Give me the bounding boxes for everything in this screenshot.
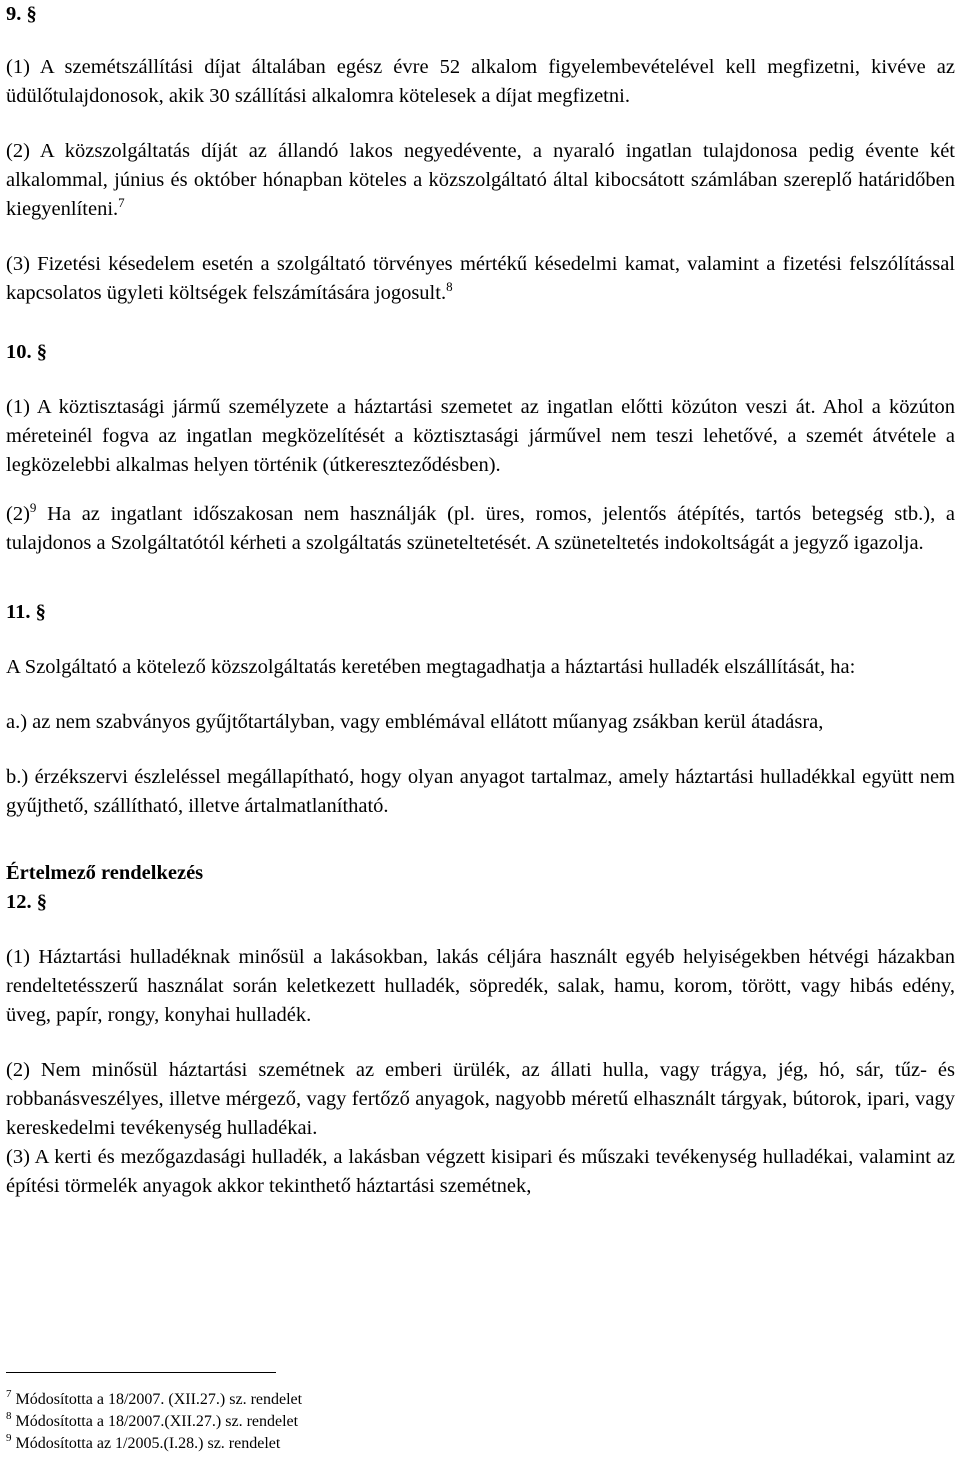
section-12-paragraph-3: (3) A kerti és mezőgazdasági hulladék, a lakásban végzett kisipari és műszaki tevékenység hulladékai, valamint az építési törmelék anyagok akkor tekinthető háztartási szemétnek, bbox=[6, 1146, 955, 1197]
section-9-paragraph-3-text: (3) Fizetési késedelem esetén a szolgáltató törvényes mértékű késedelmi kamat, valamint a fizetési felszólítással kapcsolatos ügyleti költségek felszámítására jogosult. bbox=[6, 253, 955, 304]
section-10-paragraph-2-prefix: (2) bbox=[6, 503, 30, 525]
footnote-number: 9 bbox=[6, 1432, 12, 1444]
section-12-title: Értelmező rendelkezés bbox=[6, 862, 204, 884]
footnote-ref-7[interactable]: 7 bbox=[118, 195, 125, 210]
section-10-paragraph-2-text: Ha az ingatlant időszakosan nem használják (pl. üres, romos, jelentős átépítés, tartós betegség stb.), a tulajdonos a Szolgáltatótól kérheti a szolgáltatás szüneteltetését. A szüneteltetés indokoltságát a jegyző igazolja. bbox=[6, 503, 955, 554]
section-11-heading: 11. § bbox=[6, 601, 46, 623]
section-10-paragraph-2 bbox=[6, 500, 955, 558]
section-11-paragraph-1: A Szolgáltató a kötelező közszolgáltatás keretében megtagadhatja a háztartási hulladék elszállítását, ha: bbox=[6, 656, 856, 678]
section-11-item-b: b.) érzékszervi észleléssel megállapítható, hogy olyan anyagot tartalmaz, amely háztartási hulladékkal együtt nem gyűjthető, szállítható, illetve ártalmatlanítható. bbox=[6, 766, 955, 817]
footnote-text: Módosította az 1/2005.(I.28.) sz. rendelet bbox=[11, 1435, 281, 1452]
footnote-ref-8[interactable]: 8 bbox=[446, 279, 453, 294]
footnotes bbox=[6, 1372, 955, 1455]
footnote-text: Módosította a 18/2007.(XII.27.) sz. rendelet bbox=[11, 1413, 299, 1430]
footnote-number: 8 bbox=[6, 1410, 12, 1422]
footnote-ref-9[interactable]: 9 bbox=[29, 500, 37, 515]
footnote-number: 7 bbox=[6, 1388, 12, 1400]
section-12-heading: 12. § bbox=[6, 891, 47, 913]
section-9-paragraph-2-text: (2) A közszolgáltatás díját az állandó lakos negyedévente, a nyaraló ingatlan tulajdonosa pedig évente két alkalommal, június és október hónapban köteles a közszolgáltató által kibocsátott számlában szereplő határidőben kiegyenlíteni. bbox=[6, 140, 955, 220]
footnote-divider bbox=[6, 1372, 276, 1373]
section-11-item-a: a.) az nem szabványos gyűjtőtartályban, vagy emblémával ellátott műanyag zsákban kerül átadásra, bbox=[6, 711, 824, 733]
section-12-paragraph-2: (2) Nem minősül háztartási szemétnek az emberi ürülék, az állati hulla, vagy trágya, jég, hó, sár, tűz- és robbanásveszélyes, illetve mérgező, vagy fertőző anyagok, nagyobb méretű elhasznált tárgyak, bútorok, ipari, vagy kereskedelmi tevékenység hulladékai. bbox=[6, 1059, 955, 1139]
section-12-paragraph-1: (1) Háztartási hulladéknak minősül a lakásokban, lakás céljára használt egyéb helyiségekben hétvégi házakban rendeltetésszerű használat során keletkezett hulladék, söpredék, salak, hamu, korom, törött, vagy hibás edény, üveg, papír, rongy, konyhai hulladék. bbox=[6, 946, 955, 1026]
section-9-paragraph-2 bbox=[6, 137, 955, 224]
footnote-text: Módosította a 18/2007. (XII.27.) sz. rendelet bbox=[11, 1391, 303, 1408]
section-9-paragraph-3 bbox=[6, 250, 955, 308]
section-9-heading: 9. § bbox=[6, 3, 37, 25]
document-page bbox=[6, 0, 955, 1201]
footnote-7 bbox=[6, 1389, 955, 1411]
section-10-heading: 10. § bbox=[6, 341, 47, 363]
section-10-paragraph-1: (1) A köztisztasági jármű személyzete a háztartási szemetet az ingatlan előtti közúton veszi át. Ahol a közúton méreteinél fogva az ingatlan megközelítését a köztisztasági járművel nem teszi lehetővé, a szemét átvétele a legközelebbi alkalmas helyen történik (útkereszteződésben). bbox=[6, 396, 955, 476]
footnote-8 bbox=[6, 1411, 955, 1433]
section-9-paragraph-1: (1) A szemétszállítási díjat általában egész évre 52 alkalom figyelembevételével kell megfizetni, kivéve az üdülőtulajdonosok, akik 30 szállítási alkalomra kötelesek a díjat megfizetni. bbox=[6, 56, 955, 107]
footnote-9 bbox=[6, 1433, 955, 1455]
